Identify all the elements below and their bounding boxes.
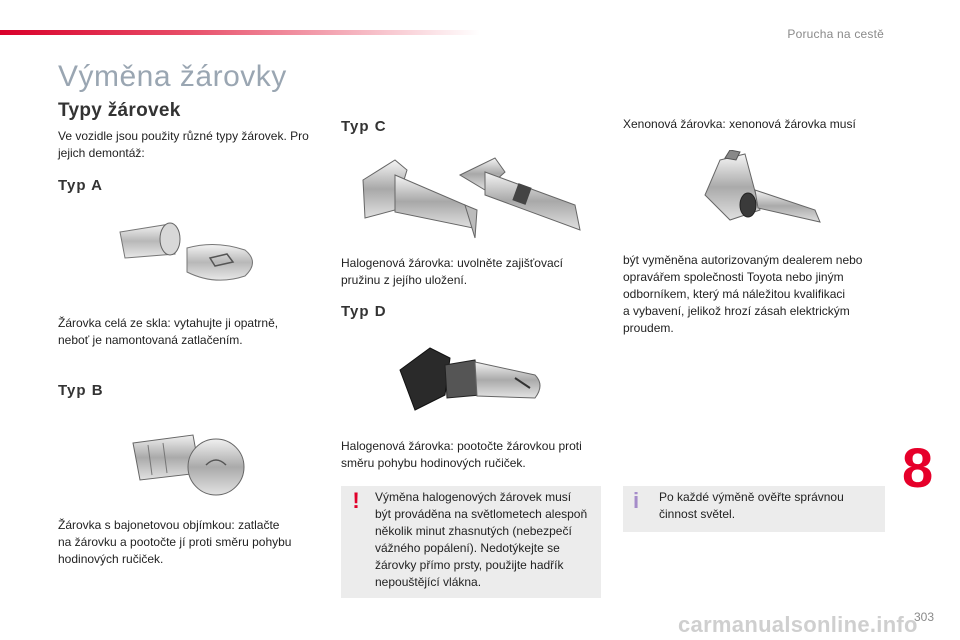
- type-d-line: Halogenová žárovka: pootočte žárovkou proti: [341, 439, 582, 453]
- type-c-line: pružinu z jejího uložení.: [341, 273, 468, 287]
- type-d-heading: Typ D: [341, 303, 387, 320]
- info-icon: i: [632, 488, 640, 513]
- type-b-heading: Typ B: [58, 382, 104, 399]
- watermark: carmanualsonline.info: [678, 612, 918, 637]
- bulb-type-a-image: [115, 210, 265, 290]
- type-b-text: [58, 517, 291, 568]
- type-a-line: Žárovka celá ze skla: vytahujte ji opatrně,: [58, 316, 279, 330]
- info-line: Po každé výměně ověřte správnou: [659, 490, 844, 504]
- info-text: [659, 489, 844, 523]
- info-line: činnost světel.: [659, 507, 736, 521]
- page-number: 303: [914, 610, 935, 624]
- intro-line: Ve vozidle jsou použity různé typy žárovek. Pro: [58, 129, 309, 143]
- warning-line: nepouštějící vlákna.: [375, 575, 482, 589]
- type-c-line: Halogenová žárovka: uvolněte zajišťovací: [341, 256, 563, 270]
- section-heading: Typy žárovek: [58, 100, 181, 121]
- warning-line: několik minut zhasnutých (nebezpečí: [375, 524, 572, 538]
- warning-line: Výměna halogenových žárovek musí: [375, 490, 572, 504]
- warning-text: [375, 489, 587, 591]
- type-a-text: [58, 315, 278, 349]
- xenon-line: proudem.: [623, 321, 674, 335]
- warning-icon: !: [352, 488, 360, 513]
- type-d-line: směru pohybu hodinových ručiček.: [341, 456, 526, 470]
- running-head: Porucha na cestě: [787, 27, 884, 41]
- bulb-type-c-image: [355, 150, 595, 245]
- type-c-heading: Typ C: [341, 118, 387, 135]
- type-b-line: Žárovka s bajonetovou objímkou: zatlačte: [58, 518, 280, 532]
- type-a-heading: Typ A: [58, 177, 103, 194]
- top-accent-bar: [0, 30, 480, 35]
- type-b-line: hodinových ručiček.: [58, 552, 164, 566]
- bulb-xenon-image: [700, 150, 830, 230]
- page-title: Výměna žárovky: [58, 60, 287, 93]
- type-d-text: [341, 438, 582, 472]
- xenon-line: opravářem společnosti Toyota nebo jiným: [623, 270, 844, 284]
- xenon-text: [623, 252, 862, 337]
- type-a-line: neboť je namontovaná zatlačením.: [58, 333, 243, 347]
- intro-line: jejich demontáž:: [58, 146, 145, 160]
- intro-text: [58, 128, 309, 162]
- xenon-line: být vyměněna autorizovaným dealerem nebo: [623, 253, 863, 267]
- warning-line: žárovky přímo prsty, použijte hadřík: [375, 558, 564, 572]
- bulb-type-d-image: [395, 340, 555, 420]
- type-b-line: na žárovku a pootočte jí proti směru pohybu: [58, 535, 292, 549]
- warning-line: být prováděna na světlometech alespoň: [375, 507, 588, 521]
- type-c-text: [341, 255, 563, 289]
- chapter-number: 8: [902, 436, 934, 499]
- warning-line: vážného popálení). Nedotýkejte se: [375, 541, 560, 555]
- xenon-line: a vybavení, jelikož hrozí zásah elektrickým: [623, 304, 850, 318]
- xenon-line: odborníkem, který má náležitou kvalifikaci: [623, 287, 846, 301]
- bulb-type-b-image: [128, 425, 248, 505]
- xenon-intro: Xenonová žárovka: xenonová žárovka musí: [623, 117, 856, 131]
